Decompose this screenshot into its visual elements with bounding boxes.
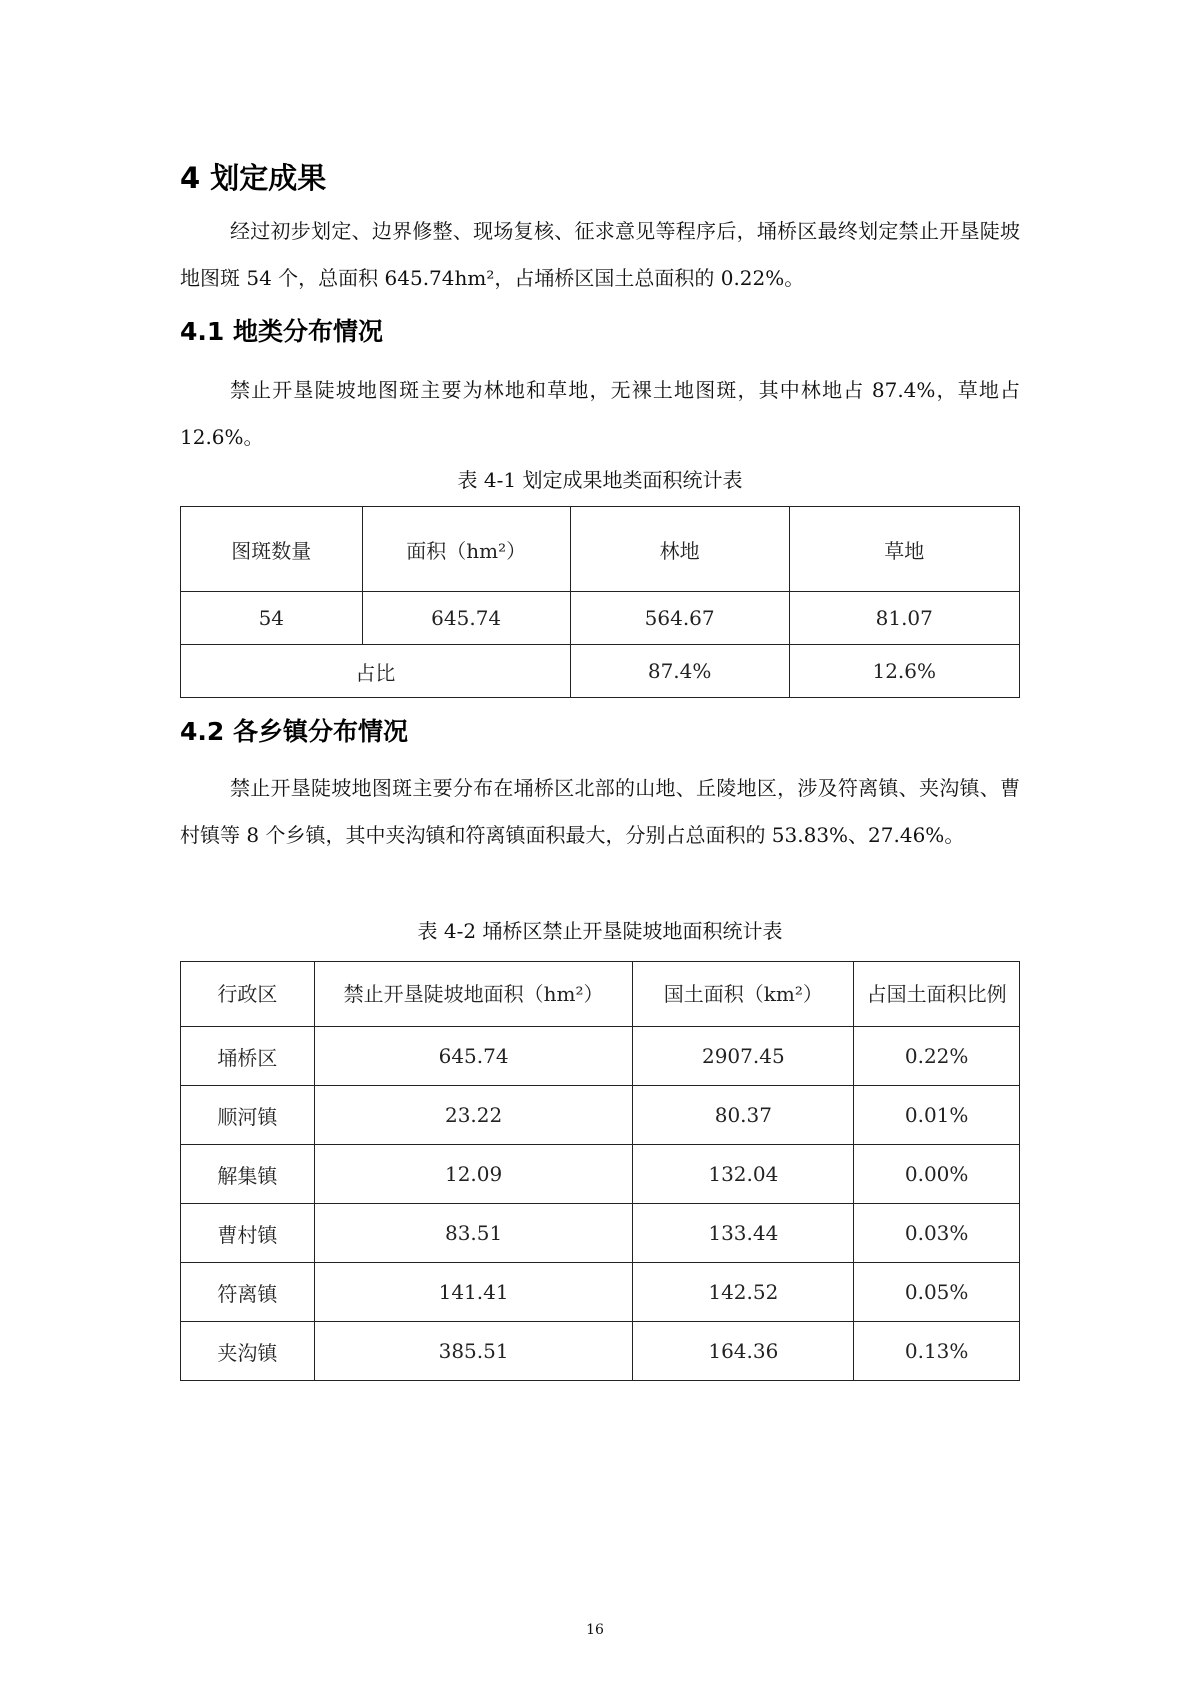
table-row xyxy=(181,1027,1020,1086)
table-cell: 12.6% xyxy=(789,645,1019,698)
table-cell: 夹沟镇 xyxy=(181,1322,315,1381)
table-cell: 83.51 xyxy=(314,1204,633,1263)
table-cell: 141.41 xyxy=(314,1263,633,1322)
table-cell: 645.74 xyxy=(362,592,570,645)
table-cell: 解集镇 xyxy=(181,1145,315,1204)
section-4-1-paragraph: 禁止开垦陡坡地图斑主要为林地和草地，无裸土地图斑，其中林地占 87.4%，草地占 12.6%。 xyxy=(180,378,1020,449)
table-cell: 0.22% xyxy=(854,1027,1020,1086)
table-header-row xyxy=(181,962,1020,1027)
table-cell: 0.13% xyxy=(854,1322,1020,1381)
header-cell: 禁止开垦陡坡地面积（hm²） xyxy=(314,962,633,1027)
table-cell: 0.05% xyxy=(854,1263,1020,1322)
header-cell: 占国土面积比例 xyxy=(854,962,1020,1027)
table-cell: 埇桥区 xyxy=(181,1027,315,1086)
header-cell: 国土面积（km²） xyxy=(633,962,854,1027)
table-cell: 符离镇 xyxy=(181,1263,315,1322)
table-cell: 385.51 xyxy=(314,1322,633,1381)
chapter-heading: 4 划定成果 xyxy=(180,161,327,195)
table-4-2 xyxy=(180,961,1020,1381)
table-row xyxy=(181,1145,1020,1204)
table-cell: 54 xyxy=(181,592,363,645)
table-row xyxy=(181,1086,1020,1145)
table-cell: 0.01% xyxy=(854,1086,1020,1145)
table-row xyxy=(181,1204,1020,1263)
table-4-1 xyxy=(180,506,1020,698)
table-cell: 81.07 xyxy=(789,592,1019,645)
section-heading-4-2: 4.2 各乡镇分布情况 xyxy=(180,717,408,746)
table-4-2-caption: 表 4-2 埇桥区禁止开垦陡坡地面积统计表 xyxy=(417,919,783,943)
table-row xyxy=(181,645,1020,698)
table-cell: 2907.45 xyxy=(633,1027,854,1086)
ratio-label-cell: 占比 xyxy=(181,645,571,698)
table-cell: 12.09 xyxy=(314,1145,633,1204)
section-heading-4-1: 4.1 地类分布情况 xyxy=(180,317,383,346)
page-number: 16 xyxy=(586,1622,604,1638)
table-cell: 0.03% xyxy=(854,1204,1020,1263)
header-cell: 草地 xyxy=(789,507,1019,592)
table-cell: 顺河镇 xyxy=(181,1086,315,1145)
table-cell: 164.36 xyxy=(633,1322,854,1381)
table-cell: 23.22 xyxy=(314,1086,633,1145)
table-row xyxy=(181,1322,1020,1381)
table-cell: 142.52 xyxy=(633,1263,854,1322)
table-row xyxy=(181,592,1020,645)
section-4-2-paragraph: 禁止开垦陡坡地图斑主要分布在埇桥区北部的山地、丘陵地区，涉及符离镇、夹沟镇、曹村镇等 8 个乡镇，其中夹沟镇和符离镇面积最大，分别占总面积的 53.83%、27.46%。 xyxy=(180,776,1020,847)
table-row xyxy=(181,1263,1020,1322)
table-cell: 133.44 xyxy=(633,1204,854,1263)
table-4-1-caption: 表 4-1 划定成果地类面积统计表 xyxy=(457,468,743,492)
table-header-row xyxy=(181,507,1020,592)
table-cell: 曹村镇 xyxy=(181,1204,315,1263)
table-cell: 87.4% xyxy=(570,645,789,698)
table-cell: 80.37 xyxy=(633,1086,854,1145)
table-cell: 564.67 xyxy=(570,592,789,645)
intro-paragraph: 经过初步划定、边界修整、现场复核、征求意见等程序后，埇桥区最终划定禁止开垦陡坡地图斑 54 个，总面积 645.74hm²，占埇桥区国土总面积的 0.22%。 xyxy=(180,219,1020,290)
header-cell: 图斑数量 xyxy=(181,507,363,592)
table-cell: 645.74 xyxy=(314,1027,633,1086)
header-cell: 林地 xyxy=(570,507,789,592)
header-cell: 面积（hm²） xyxy=(362,507,570,592)
header-cell: 行政区 xyxy=(181,962,315,1027)
table-cell: 132.04 xyxy=(633,1145,854,1204)
table-cell: 0.00% xyxy=(854,1145,1020,1204)
